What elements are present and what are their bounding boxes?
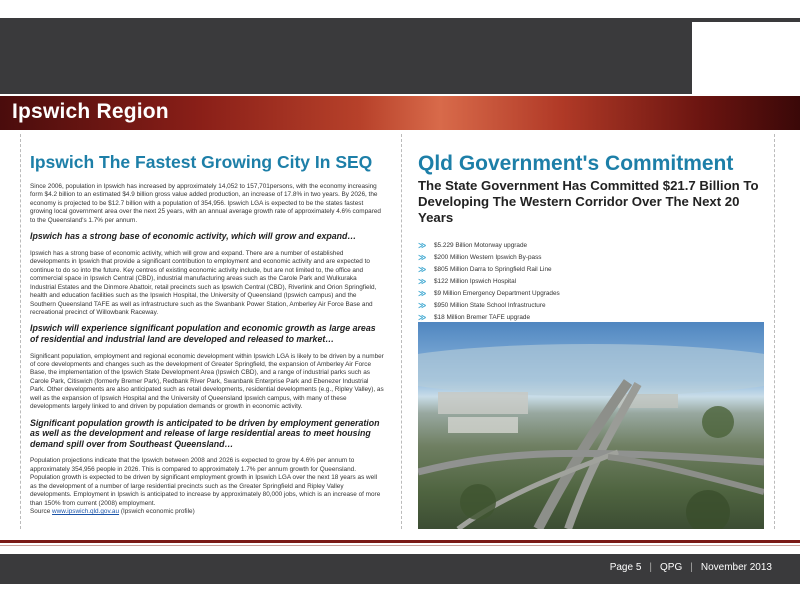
top-bar <box>0 18 800 94</box>
list-item: ≫ $950 Million State School Infrastructure <box>418 301 546 311</box>
economic-base-paragraph: Ipswich has a strong base of economic activity, which will grow and expand. There are a number of established developments in Ipswich that provide a significant contribution to employment and economic activity and are expected to continue to do so into the future. Key centres of existing economic activity include, but are not limited to, the office and commercial space in Ipswich Central (CBD), industrial manufacturing areas such as the Carole Park and Wulkuraka Industrial Estates and the Dinmore Abattoir, retail precincts such as Ipswich Central (CBD), Riverlink and Orion Springfield, health and education facilities such as the Ipswich Hospital, the University of Queensland (Ipswich campus) and the Southern Queensland TAFE as well as infrastructure such as the Swanbank Power Station, Amberley Air Force Base and recreational precinct of Willowbank Raceway. <box>30 249 377 316</box>
list-item: ≫ $9 Million Emergency Department Upgrades <box>418 289 560 299</box>
chevron-right-icon: ≫ <box>418 313 427 323</box>
source-label: Source <box>30 508 51 516</box>
page-number: Page 5 <box>609 562 642 573</box>
chevron-right-icon: ≫ <box>418 301 427 311</box>
divider-center <box>401 134 402 529</box>
chevron-right-icon: ≫ <box>418 253 427 263</box>
chevron-right-icon: ≫ <box>418 289 427 299</box>
separator: | <box>649 562 652 573</box>
footer-meta <box>610 562 772 573</box>
list-item: ≫ $805 Million Darra to Springfield Rail Line <box>418 265 552 275</box>
commitment-list <box>418 240 764 324</box>
growth-paragraph: Significant population, employment and regional economic development within Ipswich LGA is likely to be driven by a number of core developments and changes such as the development of Greater Springfield, the expansion of Amberley Air Force Base, the implementation of the Ipswich State Development Area (Ipswich CBD), and a range of industrial parks such as Carole Park, Citiswich (formerly Bremer Park), Redbank River Park, Swanbank Enterprise Park and Ebenezer Industrial Park. Other developments are also anticipated such as retail developments, residential developments (e.g., Ripley Valley), as well as the expansion of Ipswich Hospital and the University of Queensland Ipswich campus, with many of these developments largely linked to and driven by population demands or growth in economic activity. <box>30 352 384 411</box>
chevron-right-icon: ≫ <box>418 277 427 287</box>
list-item: ≫ $18 Million Bremer TAFE upgrade <box>418 313 531 323</box>
logo-placeholder <box>692 22 800 94</box>
list-item: ≫ $122 Million Ipswich Hospital <box>418 277 517 287</box>
divider-right <box>774 134 775 529</box>
subheading-growth: Ipswich will experience significant population and economic growth as large areas of residential and industrial land are developed and released to market… <box>30 323 376 344</box>
source-suffix: (Ipswich economic profile) <box>120 508 195 516</box>
page-footer <box>0 554 800 584</box>
left-column <box>30 152 384 517</box>
region-banner <box>0 96 800 130</box>
right-heading: Qld Government's Commitment <box>418 152 734 175</box>
source-line <box>30 508 384 516</box>
right-subheading: The State Government Has Committed $21.7 Billion To Developing The Western Corridor Over The Next 20 Years <box>418 178 759 226</box>
separator: | <box>690 562 693 573</box>
footer-rule <box>0 540 800 543</box>
intro-paragraph: Since 2006, population in Ipswich has increased by approximately 14,052 to 157,701persons, with the economy increasing form $4.2 billion to an estimated $4.9 billion gross value added production, an increase of 17.8% in two years. By 2026, the economy is projected to be $12.7 billion with a population of 354,956. Ipswich LGA is expected to be the states fastest growing local government area over the next 25 years, with an annual average growth rate of approximately 4.6% compared to the Queensland's 1.7% per annum. <box>30 183 381 224</box>
source-link[interactable]: www.ipswich.qld.gov.au <box>52 508 120 516</box>
chevron-right-icon: ≫ <box>418 265 427 275</box>
aerial-motorway-photo <box>418 322 764 529</box>
chevron-right-icon: ≫ <box>418 241 427 251</box>
subheading-economic-base: Ipswich has a strong base of economic activity, which will grow and expand… <box>30 231 357 242</box>
motorway-illustration <box>418 322 764 529</box>
population-paragraph: Population projections indicate that the Ipswich between 2008 and 2026 is expected to grow by 4.6% per annum to approximately 354,956 people in 2026. This is compared to approximately 1.7% per annum growth for Queensland. Population growth is expected to be driven by significant employment growth in Ipswich LGA over the next 18 years as well as the development of a number of large residential precincts such as the Greater Springfield and Ripley Valley developments. Employment in Ipswich is anticipated to increase by approximately 80,000 jobs, which is an increase of more than 150% from current (2008) employment. <box>30 457 381 507</box>
banner-title: Ipswich Region <box>12 100 169 123</box>
left-heading: Ipswich The Fastest Growing City In SEQ <box>30 152 373 172</box>
footer-rule-thin <box>0 545 800 546</box>
subheading-population: Significant population growth is anticipated to be driven by employment generation as well as the development and release of large residential areas to meet housing demand spill over from Southeast Queensland… <box>30 417 380 449</box>
list-item: ≫ $200 Million Western Ipswich By-pass <box>418 253 542 263</box>
publication-code: QPG <box>660 562 683 573</box>
divider-left <box>20 134 21 529</box>
publication-date: November 2013 <box>700 562 772 573</box>
list-item: ≫ $5.229 Billion Motorway upgrade <box>418 241 528 251</box>
